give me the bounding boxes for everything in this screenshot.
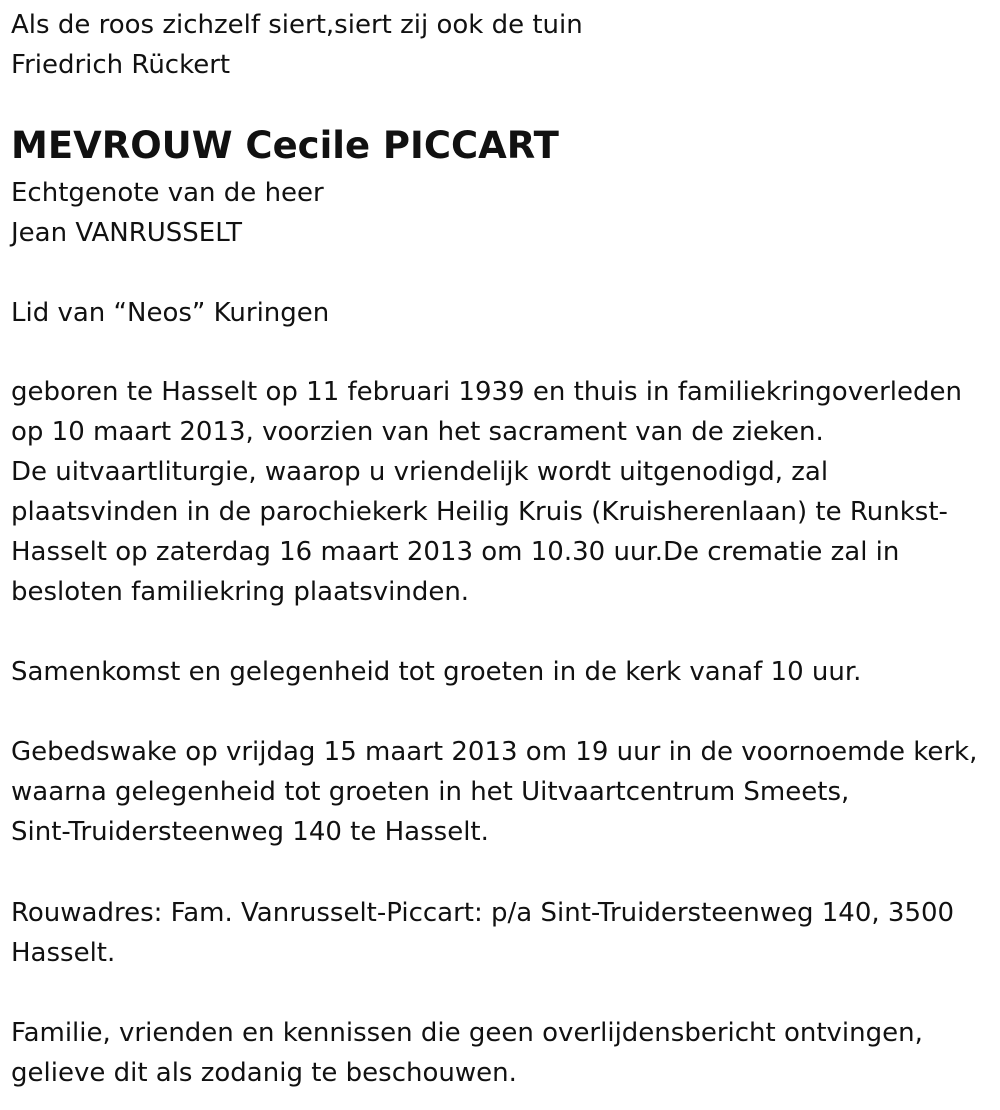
announcement-line: De uitvaartliturgie, waarop u vriendelijk wordt uitgenodigd, zal — [11, 457, 829, 487]
announcement-line: Hasselt op zaterdag 16 maart 2013 om 10.30 uur.De crematie zal in — [11, 537, 900, 567]
announcement-line: plaatsvinden in de parochiekerk Heilig Kruis (Kruisherenlaan) te Runkst- — [11, 497, 948, 527]
announcement-line: besloten familiekring plaatsvinden. — [11, 577, 470, 607]
spouse-line-1: Echtgenote van de heer — [11, 178, 324, 208]
closing-paragraph — [11, 1013, 996, 1093]
vigil-line: Gebedswake op vrijdag 15 maart 2013 om 19 uur in de voornoemde kerk, — [11, 737, 978, 767]
vigil-line: Sint-Truidersteenweg 140 te Hasselt. — [11, 817, 489, 847]
announcement-line: geboren te Hasselt op 11 februari 1939 en thuis in familiekringoverleden — [11, 377, 962, 407]
deceased-name: MEVROUW Cecile PICCART — [11, 124, 559, 167]
announcement-line: op 10 maart 2013, voorzien van het sacrament van de zieken. — [11, 417, 824, 447]
quote-text: Als de roos zichzelf siert,siert zij ook de tuin — [11, 10, 583, 40]
spouse-line-2: Jean VANRUSSELT — [11, 218, 243, 248]
announcement-paragraph — [11, 372, 996, 612]
obituary-notice — [11, 0, 996, 1110]
mourning-address-paragraph — [11, 893, 996, 973]
vigil-line: waarna gelegenheid tot groeten in het Uitvaartcentrum Smeets, — [11, 777, 850, 807]
gathering-line: Samenkomst en gelegenheid tot groeten in de kerk vanaf 10 uur. — [11, 657, 862, 687]
mourning-address-line: Hasselt. — [11, 938, 116, 968]
quote-author: Friedrich Rückert — [11, 50, 231, 80]
vigil-paragraph — [11, 732, 996, 852]
membership-line: Lid van “Neos” Kuringen — [11, 298, 330, 328]
closing-line: Familie, vrienden en kennissen die geen overlijdensbericht ontvingen, — [11, 1018, 923, 1048]
closing-line: gelieve dit als zodanig te beschouwen. — [11, 1058, 517, 1088]
mourning-address-line: Rouwadres: Fam. Vanrusselt-Piccart: p/a Sint-Truidersteenweg 140, 3500 — [11, 898, 955, 928]
